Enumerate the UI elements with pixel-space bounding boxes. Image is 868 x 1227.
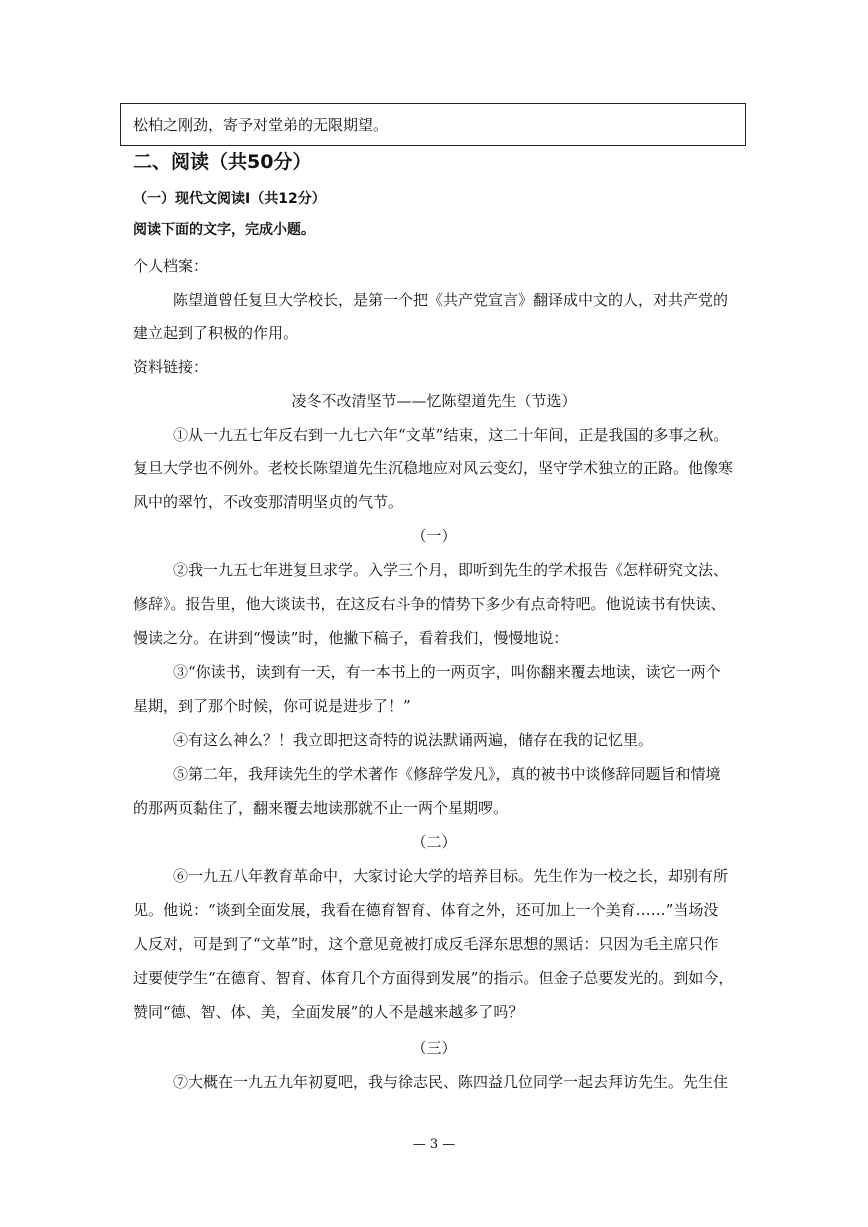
paragraph-line: 风中的翠竹，不改变那清明坚贞的气节。	[133, 493, 404, 511]
paragraph-line: 见。他说：“谈到全面发展，我看在德育智育、体育之外，还可加上一个美育……”当场没	[133, 901, 719, 919]
subsection-title: （一）现代文阅读Ⅰ（共12分）	[133, 191, 326, 207]
paragraph-line: 星期，到了那个时候，你可说是进步了！”	[133, 697, 411, 715]
part-heading: （一）	[411, 527, 457, 545]
paragraph-line: ⑦大概在一九五九年初夏吧，我与徐志民、陈四益几位同学一起去拜访先生。先生住	[173, 1073, 729, 1091]
paragraph-line: 赞同“德、智、体、美，全面发展”的人不是越来越多了吗？	[133, 1003, 524, 1021]
paragraph-line: ②我一九五七年进复旦求学。入学三个月，即听到先生的学术报告《怎样研究文法、	[173, 561, 729, 579]
paragraph-line: 人反对，可是到了“文革”时，这个意见竟被打成反毛泽东思想的黑话：只因为毛主席只作	[133, 935, 719, 953]
paragraph-line: 复旦大学也不例外。老校长陈望道先生沉稳地应对风云变幻，坚守学术独立的正路。他像寒	[133, 459, 734, 477]
paragraph-line: ①从一九五七年反右到一九七六年“文革”结束，这二十年间，正是我国的多事之秋。	[173, 426, 729, 444]
part-heading: （二）	[411, 833, 457, 851]
answer-box	[120, 103, 746, 146]
paragraph-line: ③“你读书，读到有一天，有一本书上的一两页字，叫你翻来覆去地读，读它一两个	[173, 663, 721, 681]
page-number: — 3 —	[412, 1137, 456, 1152]
paragraph-line: ⑥一九五八年教育革命中，大家讨论大学的培养目标。先生作为一校之长，却别有所	[173, 867, 729, 885]
part-heading: （三）	[411, 1039, 457, 1057]
paragraph-line: 的那两页黏住了，翻来覆去地读那就不止一两个星期啰。	[133, 799, 509, 817]
paragraph-line: ⑤第二年，我拜读先生的学术著作《修辞学发凡》，真的被书中谈修辞同题旨和情境	[173, 765, 721, 783]
paragraph-line: ④有这么神么？！我立即把这奇特的说法默诵两遍，储存在我的记忆里。	[173, 731, 654, 749]
instruction: 阅读下面的文字，完成小题。	[133, 222, 315, 238]
paragraph-line: 修辞》。报告里，他大谈读书，在这反右斗争的情势下多少有点奇特吧。他说读书有快读、	[133, 595, 726, 613]
link-label: 资料链接：	[133, 358, 209, 376]
profile-line: 陈望道曾任复旦大学校长，是第一个把《共产党宣言》翻译成中文的人，对共产党的	[173, 291, 729, 309]
section-title: 二、阅读（共50分）	[133, 151, 312, 173]
profile-label: 个人档案：	[133, 257, 209, 275]
profile-line: 建立起到了积极的作用。	[133, 324, 299, 342]
article-title: 凌冬不改清坚节——忆陈望道先生（节选）	[291, 392, 577, 410]
paragraph-line: 过要使学生“在德育、智育、体育几个方面得到发展”的指示。但金子总要发光的。到如今，	[133, 969, 734, 987]
box-text: 松柏之刚劲，寄予对堂弟的无限期望。	[133, 116, 389, 134]
paragraph-line: 慢读之分。在讲到“慢读”时，他撇下稿子，看着我们，慢慢地说：	[133, 629, 569, 647]
